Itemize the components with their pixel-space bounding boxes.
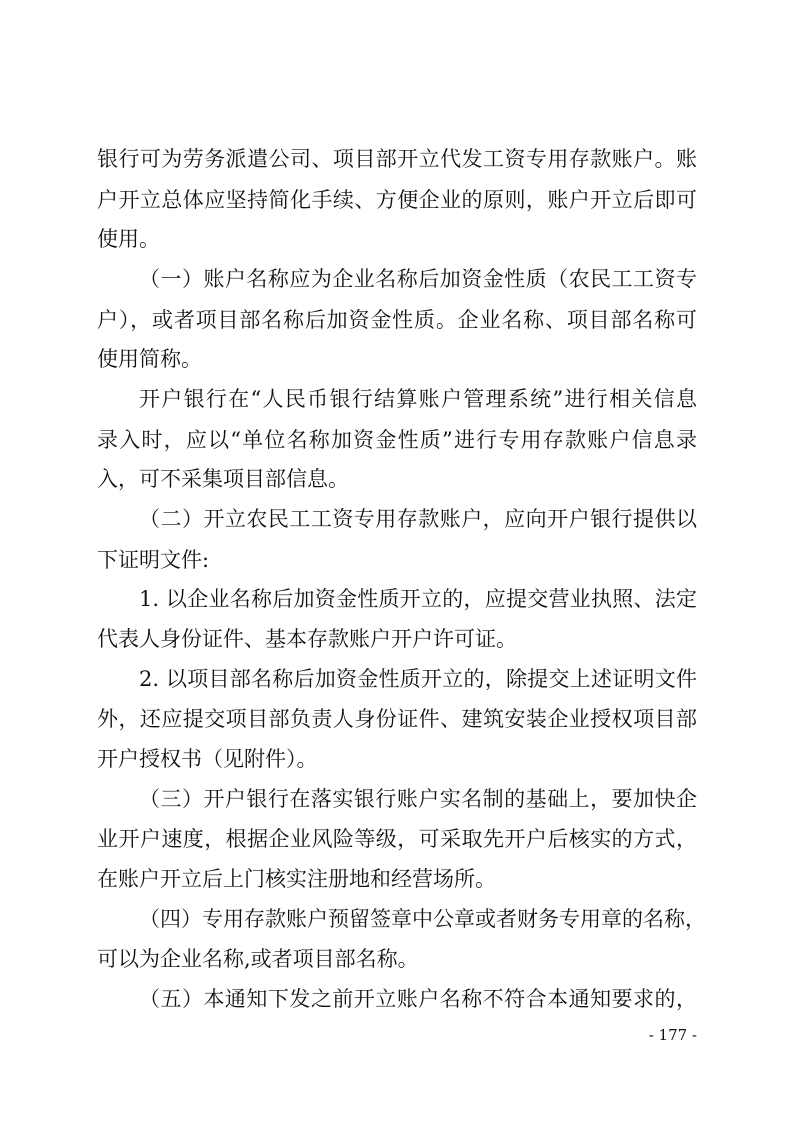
text-line: 开户银行在“人民币银行结算账户管理系统”进行相关信息	[139, 387, 697, 411]
text-line: 户开立总体应坚持简化手续、方便企业的原则，账户开立后即可	[97, 188, 697, 212]
text-line: 可以为企业名称,或者项目部名称。	[97, 947, 419, 971]
text-line: 外，还应提交项目部负责人身份证件、建筑安装企业授权项目部	[97, 707, 697, 731]
text-line: 使用简称。	[97, 347, 202, 371]
text-line: （二）开立农民工工资专用存款账户，应向开户银行提供以	[139, 507, 697, 531]
text-line: （四）专用存款账户预留签章中公章或者财务专用章的名称，	[139, 907, 706, 931]
text-line: （三）开户银行在落实银行账户实名制的基础上，要加快企	[139, 787, 697, 811]
text-line: 在账户开立后上门核实注册地和经营场所。	[97, 867, 496, 891]
text-line: 银行可为劳务派遣公司、项目部开立代发工资专用存款账户。账	[97, 147, 697, 171]
text-line: 下证明文件:	[97, 548, 210, 572]
page-number: - 177 -	[648, 1026, 697, 1044]
text-line: 开户授权书（见附件）。	[97, 747, 318, 771]
text-line: 使用。	[97, 227, 160, 251]
text-line: （五）本通知下发之前开立账户名称不符合本通知要求的，	[139, 987, 697, 1011]
text-line: 1. 以企业名称后加资金性质开立的，应提交营业执照、法定	[139, 587, 697, 611]
text-line: 业开户速度，根据企业风险等级，可采取先开户后核实的方式，	[97, 827, 697, 851]
text-line: 户），或者项目部名称后加资金性质。企业名称、项目部名称可	[97, 308, 697, 332]
text-line: （一）账户名称应为企业名称后加资金性质（农民工工资专	[139, 267, 697, 291]
text-line: 代表人身份证件、基本存款账户开户许可证。	[97, 627, 517, 651]
text-line: 2. 以项目部名称后加资金性质开立的，除提交上述证明文件	[139, 667, 697, 691]
text-line: 录入时，应以“单位名称加资金性质”进行专用存款账户信息录	[97, 428, 697, 452]
text-line: 入，可不采集项目部信息。	[97, 467, 349, 491]
